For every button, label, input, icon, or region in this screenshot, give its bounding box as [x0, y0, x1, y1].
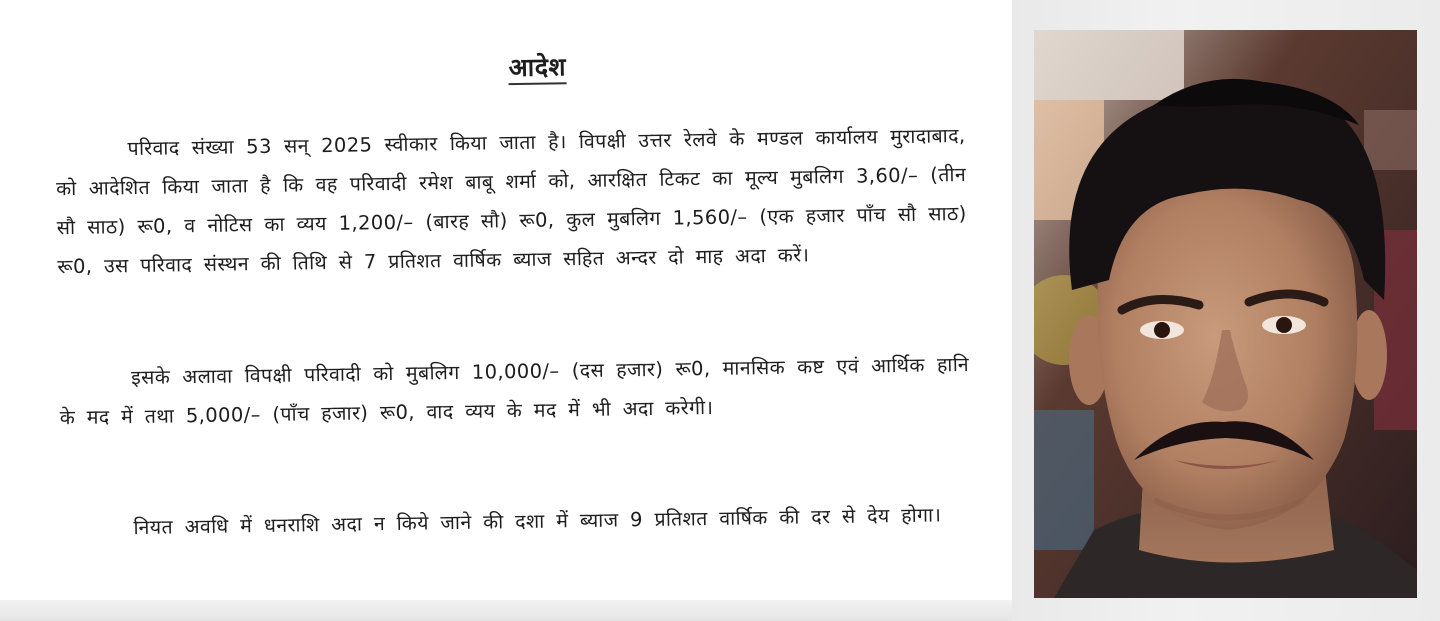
- order-paragraph-2: [59, 345, 970, 437]
- order-paragraph-3: [61, 495, 972, 548]
- portrait-illustration: [1034, 30, 1417, 598]
- person-portrait-photo: [1034, 30, 1417, 598]
- document-bottom-shadow: [0, 600, 1012, 621]
- order-paragraph-1-text: परिवाद संख्या 53 सन् 2025 स्वीकार किया जाता है। विपक्षी उत्तर रेलवे के मण्डल कार्यालय मुरादाबाद, को आदेशित किया जाता है कि वह परिवादी रमेश बाबू शर्मा को, आरक्षित टिकट का मूल्य मुबलिग 3,60/– (तीन सौ साठ) रू0, व नोटिस का व्यय 1,200/– (बारह सौ) रू0, कुल मुबलिग 1,560/– (एक हजार पाँच सौ साठ) रू0, उस परिवाद संस्थन की तिथि से 7 प्रतिशत वार्षिक ब्याज सहित अन्दर दो माह अदा करें।: [56, 123, 967, 279]
- order-paragraph-2-text: इसके अलावा विपक्षी परिवादी को मुबलिग 10,000/– (दस हजार) रू0, मानसिक कष्ट एवं आर्थिक हानि के मद में तथा 5,000/– (पाँच हजार) रू0, वाद व्यय के मद में भी अदा करेगी।: [59, 352, 970, 430]
- order-paragraph-3-text: नियत अवधि में धनराशि अदा न किये जाने की दशा में ब्याज 9 प्रतिशत वार्षिक की दर से देय होगा।: [133, 503, 942, 540]
- document-title-text: आदेश: [508, 52, 566, 85]
- document-text-area: [53, 0, 978, 607]
- order-paragraph-1: [55, 116, 967, 286]
- document-title: [54, 42, 1020, 91]
